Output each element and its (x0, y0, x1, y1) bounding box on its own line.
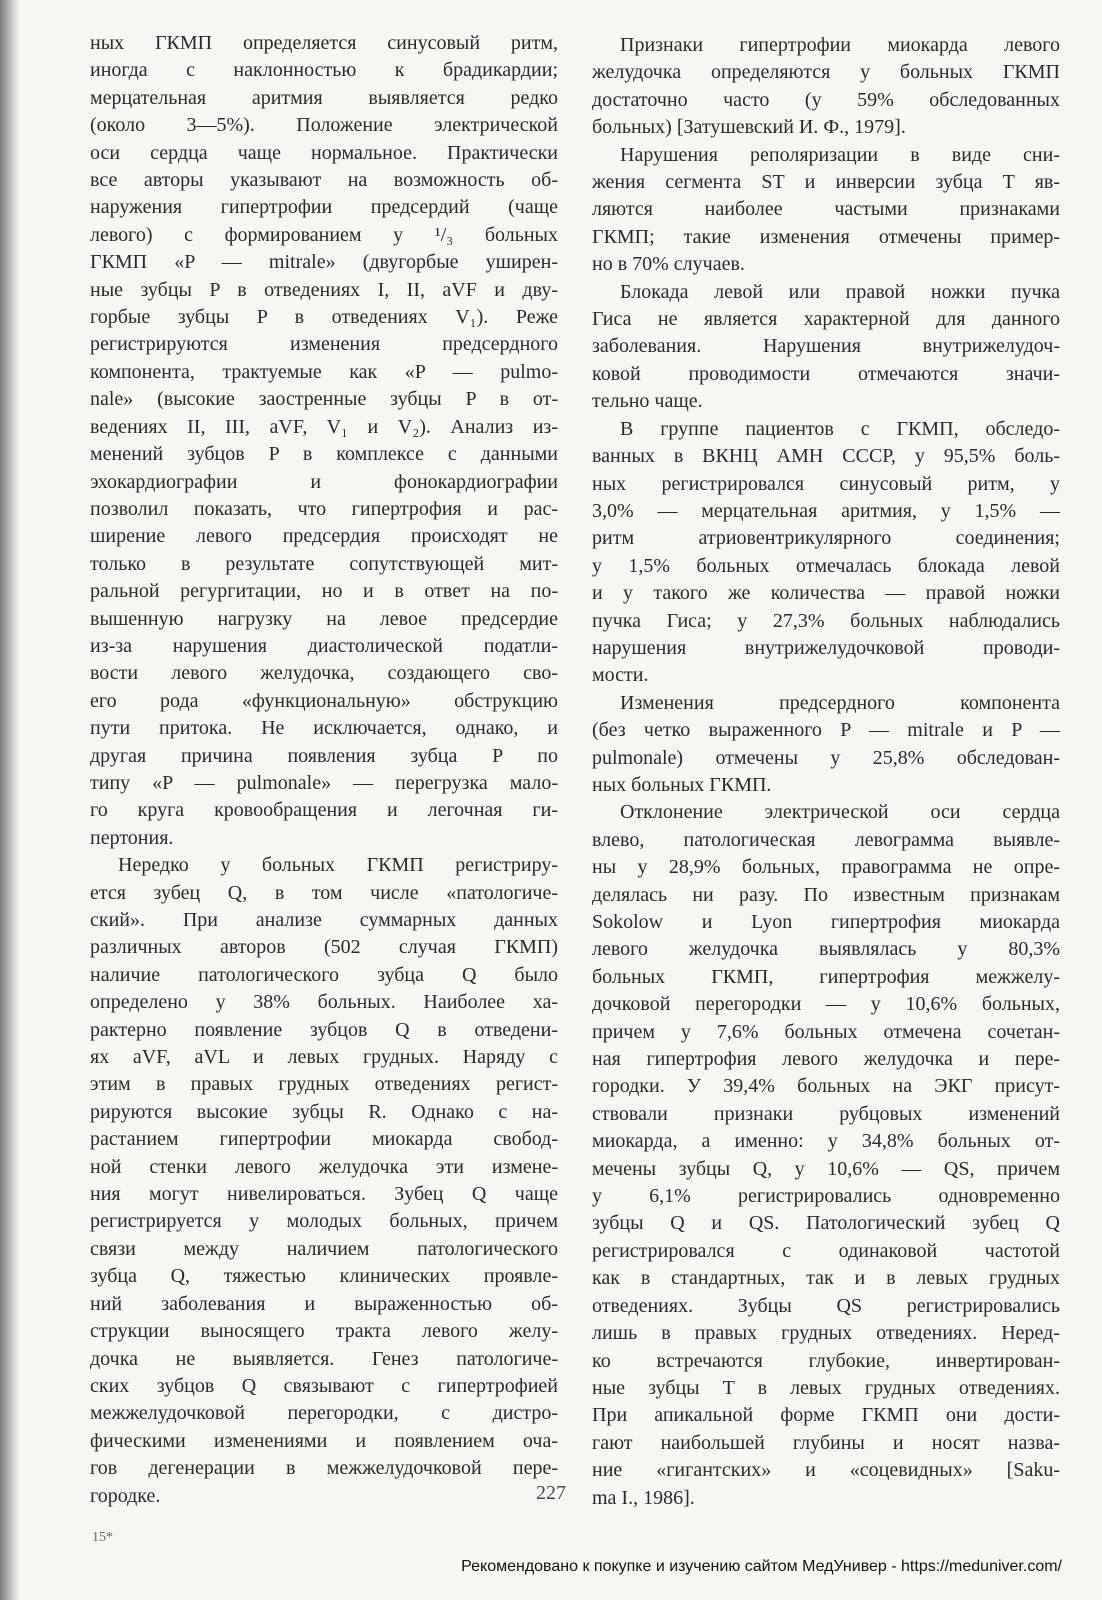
text-line: ной стенки левого желудочка эти измене- (90, 1155, 558, 1178)
text-line: достаточно часто (у 59% обследованных (592, 88, 1060, 111)
text-line: у 6,1% регистрировались одновременно (592, 1185, 1060, 1208)
text-line: Sokolow и Lyon гипертрофия миокарда (592, 911, 1060, 933)
text-line: жения сегмента ST и инверсии зубца T яв- (592, 171, 1060, 194)
text-line: (около 3—5%). Положение электрической (90, 114, 558, 137)
text-line: эхокардиографии и фонокардиографии (90, 470, 558, 493)
text-line: оси сердца чаще нормальное. Практически (90, 141, 558, 164)
text-line: мечены зубцы Q, у 10,6% — QS, причем (592, 1157, 1060, 1180)
text-line: другая причина появления зубца P по (90, 744, 558, 767)
text-line: го круга кровообращения и легочная ги- (90, 799, 558, 822)
text-line: ский». При анализе суммарных данных (90, 909, 558, 931)
text-line: как в стандартных, так и в левых грудных (592, 1267, 1060, 1290)
text-line: ритм атриовентрикулярного соединения; (592, 527, 1060, 550)
text-line: зубцы Q и QS. Патологический зубец Q (592, 1212, 1060, 1235)
text-line: типу «P — pulmonale» — перегрузка мало- (90, 771, 558, 794)
text-line: pulmonale) отмечены у 25,8% обследован- (592, 746, 1060, 769)
text-line: регистрируются изменения предсердного (90, 333, 558, 356)
text-line: ний заболевания и выраженностью об- (90, 1292, 558, 1315)
text-line: делялась ни разу. По известным признакам (592, 883, 1060, 906)
text-line: различных авторов (502 случая ГКМП) (90, 936, 558, 959)
text-line: вышенную нагрузку на левое предсердие (90, 607, 558, 630)
text-line: ные зубцы P в отведениях I, II, aVF и дву- (90, 278, 558, 301)
text-line: тельно чаще. (592, 390, 703, 413)
text-line: (без четко выраженного P — mitrale и P — (592, 719, 1060, 742)
right-text-column (592, 32, 1060, 1512)
text-line: гов дегенерации в межжелудочковой пере- (90, 1457, 558, 1480)
page-binding-shadow (0, 0, 22, 1600)
text-line: струкции выносящего тракта левого желу- (90, 1320, 558, 1343)
text-line: позволил показать, что гипертрофия и рас- (90, 497, 558, 520)
footer-link[interactable]: https://meduniver.com/ (901, 1558, 1062, 1575)
text-line: ных больных ГКМП. (592, 773, 772, 796)
text-line: регистрируется у молодых больных, причем (90, 1210, 558, 1233)
text-line: 3,0% — мерцательная аритмия, у 1,5% — (592, 499, 1060, 522)
text-line: этим в правых грудных отведениях регист- (90, 1073, 558, 1096)
text-line: рактерно появление зубцов Q в отведени- (90, 1018, 558, 1041)
text-line: влево, патологическая левограмма выявле- (592, 828, 1060, 851)
text-line: нарушения внутрижелудочковой проводи- (592, 636, 1060, 659)
text-line: больных) [Затушевский И. Ф., 1979]. (592, 116, 906, 139)
text-line: ние «гигантских» и «соцевидных» [Saku- (592, 1459, 1060, 1482)
page-number: 227 (536, 1482, 566, 1504)
text-line: ных ГКМП определяется синусовый ритм, (90, 32, 558, 54)
text-line: лишь в правых грудных отведениях. Неред- (592, 1322, 1060, 1345)
text-line: ковой проводимости отмечаются значи- (592, 362, 1060, 385)
text-line: Нередко у больных ГКМП регистриру- (118, 854, 558, 877)
text-line: ральной регургитации, но и в ответ на по- (90, 580, 558, 603)
text-line: зубца Q, тяжестью клинических проявле- (90, 1265, 558, 1288)
text-line: ко встречаются глубокие, инвертирован- (592, 1349, 1060, 1372)
text-line: ях aVF, aVL и левых грудных. Наряду с (90, 1046, 558, 1069)
text-line: из-за нарушения диастолической податли- (90, 634, 558, 657)
text-line: отведениях. Зубцы QS регистрировались (592, 1294, 1060, 1317)
text-line: ведениях II, III, aVF, V₁ и V₂). Анализ из- (90, 415, 558, 438)
text-line: nale» (высокие заостренные зубцы P в от- (90, 388, 558, 411)
text-line: городки. У 39,4% больных на ЭКГ присут- (592, 1075, 1060, 1098)
text-line: менений зубцов P в комплексе с данными (90, 443, 558, 466)
text-line: фическими изменениями и появлением оча- (90, 1429, 558, 1452)
text-line: горбые зубцы P в отведениях V₁). Реже (90, 306, 558, 329)
text-line: связи между наличием патологического (90, 1237, 558, 1260)
text-line: Нарушения реполяризации в виде сни- (620, 143, 1060, 166)
text-line: мости. (592, 664, 649, 687)
text-line: При апикальной форме ГКМП они дости- (592, 1404, 1060, 1427)
text-line: ны у 28,9% больных, правограмма не опре- (592, 856, 1060, 879)
text-line: определено у 38% больных. Наиболее ха- (90, 991, 558, 1014)
text-line: все авторы указывают на возможность об- (90, 169, 558, 192)
left-text-column (90, 30, 558, 1510)
text-line: желудочка определяются у больных ГКМП (592, 61, 1060, 84)
text-line: иногда с наклонностью к брадикардии; (90, 59, 558, 82)
text-line: ется зубец Q, в том числе «патологиче- (90, 881, 558, 904)
text-line: ГКМП; такие изменения отмечены пример- (592, 225, 1060, 248)
text-line: ные зубцы T в левых грудных отведениях. (592, 1376, 1060, 1399)
text-line: ния могут нивелироваться. Зубец Q чаще (90, 1183, 558, 1206)
text-line: Признаки гипертрофии миокарда левого (620, 34, 1060, 56)
text-line: левого желудочка выявлялась у 80,3% (592, 938, 1060, 961)
text-line: дочка не выявляется. Генез патологиче- (90, 1347, 558, 1370)
text-line: регистрировался с одинаковой частотой (592, 1239, 1060, 1262)
text-line: межжелудочковой перегородки, с дистро- (90, 1402, 558, 1425)
text-line: компонента, трактуемые как «P — pulmo- (90, 360, 558, 383)
text-line: пучка Гиса; у 27,3% больных наблюдались (592, 609, 1060, 632)
text-line: и у такого же количества — правой ножки (592, 582, 1060, 605)
text-line: причем у 7,6% больных отмечена сочетан- (592, 1020, 1060, 1043)
text-line: Блокада левой или правой ножки пучка (620, 280, 1060, 303)
text-line: вости левого желудочка, создающего сво- (90, 662, 558, 685)
text-line: ванных в ВКНЦ АМН СССР, у 95,5% боль- (592, 445, 1060, 468)
text-line: Изменения предсердного компонента (620, 691, 1060, 714)
text-line: гают наибольшей глубины и носят назва- (592, 1431, 1060, 1454)
text-line: дочковой перегородки — у 10,6% больных, (592, 993, 1060, 1016)
text-line: но в 70% случаев. (592, 253, 745, 276)
footer-text: Рекомендовано к покупке и изучению сайтом МедУнивер - (461, 1558, 902, 1575)
signature-mark: 15* (92, 1530, 113, 1545)
text-line: ствовали признаки рубцовых изменений (592, 1102, 1060, 1125)
text-line: заболевания. Нарушения внутрижелудоч- (592, 335, 1060, 358)
text-line: ширение левого предсердия происходят не (90, 525, 558, 548)
text-line: наружения гипертрофии предсердий (чаще (90, 196, 558, 219)
text-line: В группе пациентов с ГКМП, обследо- (620, 417, 1060, 440)
text-line: только в результате сопутствующей мит- (90, 552, 558, 575)
text-line: ляются наиболее частыми признаками (592, 198, 1060, 221)
text-line: мерцательная аритмия выявляется редко (90, 86, 558, 109)
text-line: ных регистрировался синусовый ритм, у (592, 472, 1060, 495)
text-line: его рода «функциональную» обструкцию (90, 689, 558, 712)
text-line: ГКМП «P — mitrale» (двугорбые уширен- (90, 251, 558, 274)
text-line: ских зубцов Q связывают с гипертрофией (90, 1374, 558, 1397)
text-line: ная гипертрофия левого желудочка и пере- (592, 1048, 1060, 1071)
text-line: левого) с формированием у ¹/₃ больных (90, 223, 558, 246)
text-line: Отклонение электрической оси сердца (620, 801, 1060, 824)
text-line: у 1,5% больных отмечалась блокада левой (592, 554, 1060, 577)
text-line: больных ГКМП, гипертрофия межжелу- (592, 965, 1060, 988)
text-line: пути притока. Не исключается, однако, и (90, 717, 558, 740)
text-line: миокарда, а именно: у 34,8% больных от- (592, 1130, 1060, 1153)
text-line: Гиса не является характерной для данного (592, 308, 1060, 331)
text-line: наличие патологического зубца Q было (90, 963, 558, 986)
text-line: ma I., 1986]. (592, 1486, 695, 1509)
text-line: городке. (90, 1484, 161, 1507)
text-line: пертония. (90, 826, 174, 849)
text-line: растанием гипертрофии миокарда свобод- (90, 1128, 558, 1151)
text-line: рируются высокие зубцы R. Однако с на- (90, 1100, 558, 1123)
footer-banner (461, 1558, 1062, 1576)
